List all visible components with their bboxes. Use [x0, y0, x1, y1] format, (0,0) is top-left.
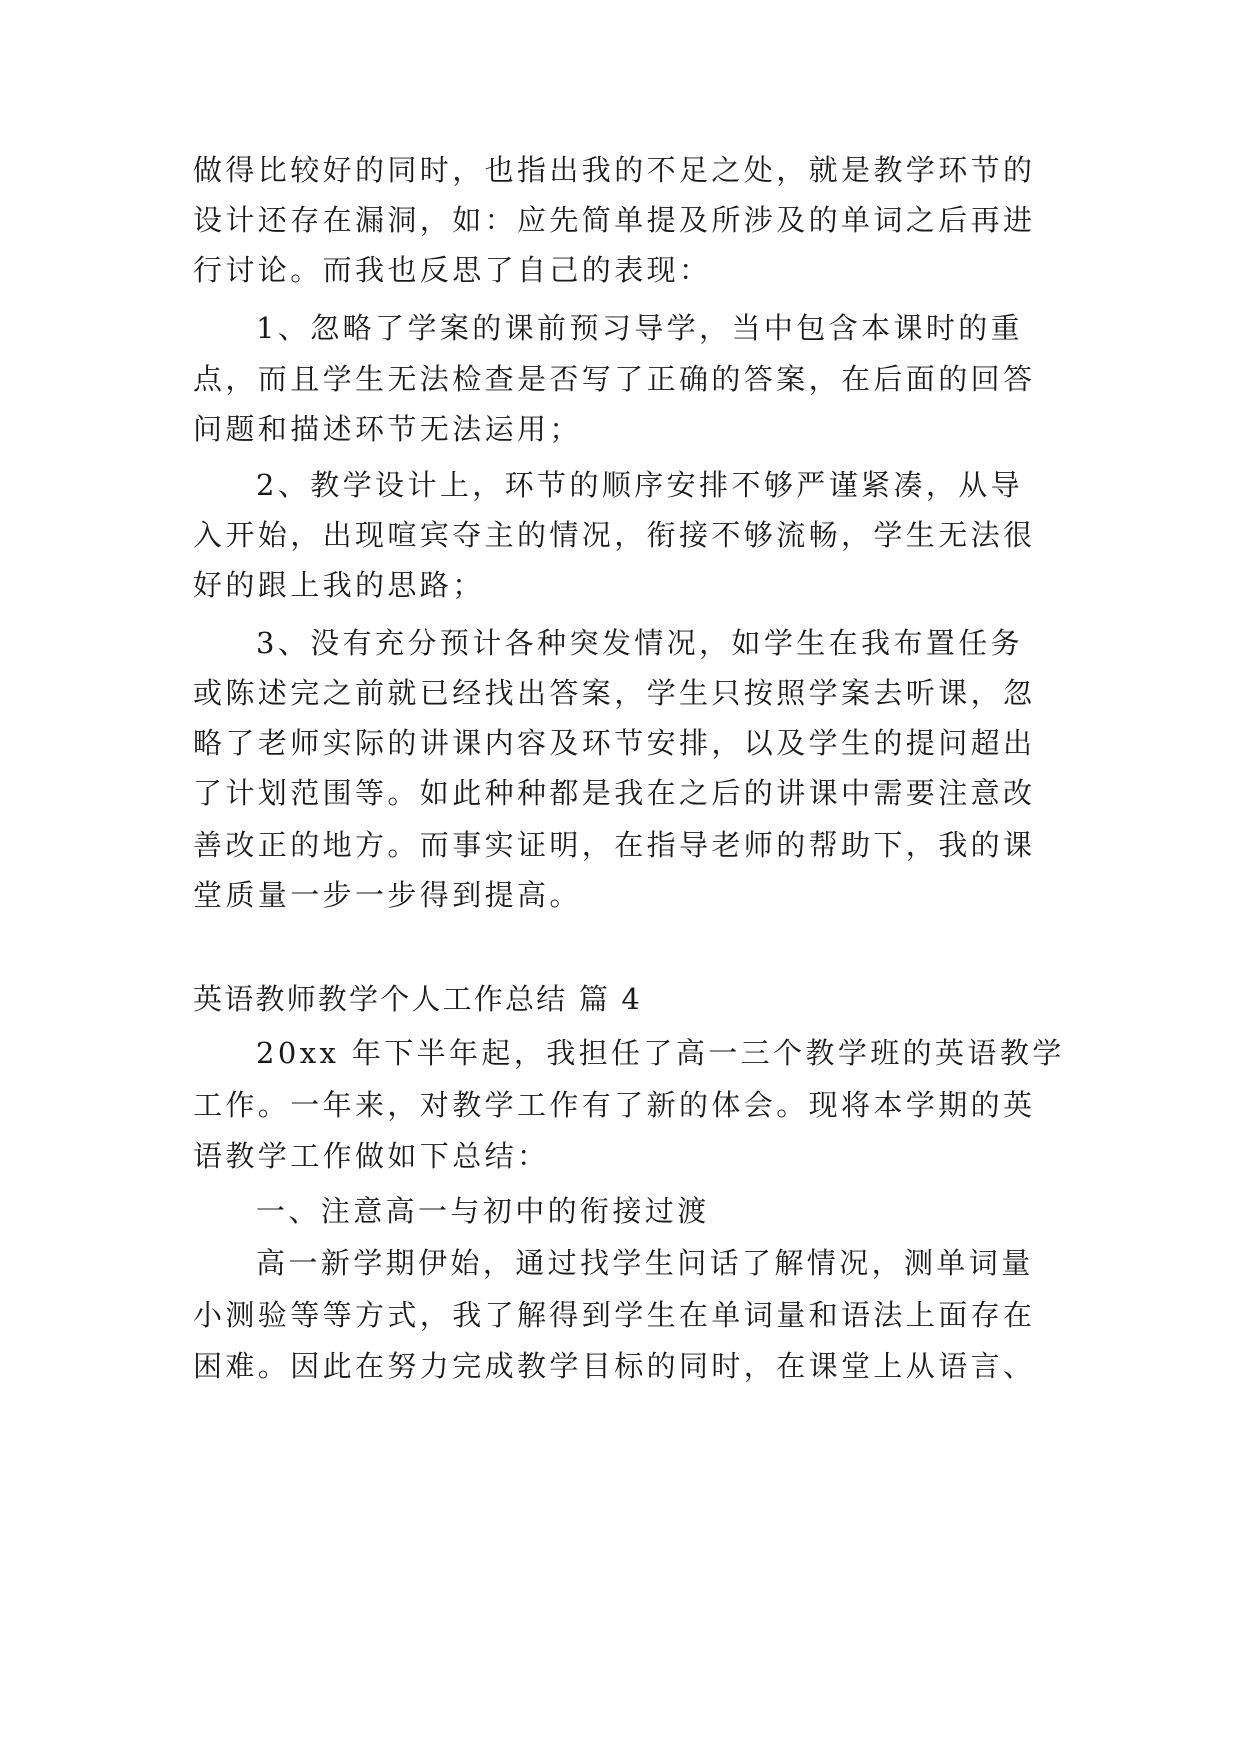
text-line: 做得比较好的同时，也指出我的不足之处，就是教学环节的 [193, 153, 1036, 187]
text-line: 入开始，出现喧宾夺主的情况，衔接不够流畅，学生无法很 [193, 518, 1036, 552]
text-line: 设计还存在漏洞，如：应先简单提及所涉及的单词之后再进 [193, 203, 1036, 237]
text-line: 1、忽略了学案的课前预习导学，当中包含本课时的重 [256, 311, 1024, 345]
text-line: 3、没有充分预计各种突发情况，如学生在我布置任务 [256, 626, 1024, 660]
text-line: 2、教学设计上，环节的顺序安排不够严谨紧凑，从导 [256, 468, 1024, 502]
text-line: 点，而且学生无法检查是否写了正确的答案，在后面的回答 [193, 362, 1036, 396]
text-line: 了计划范围等。如此种种都是我在之后的讲课中需要注意改 [193, 776, 1036, 810]
text-line: 或陈述完之前就已经找出答案，学生只按照学案去听课，忽 [193, 676, 1036, 710]
section-heading: 英语教师教学个人工作总结 篇 4 [193, 982, 643, 1016]
text-line: 小测验等等方式，我了解得到学生在单词量和语法上面存在 [193, 1298, 1036, 1332]
text-line: 行讨论。而我也反思了自己的表现： [193, 253, 712, 287]
text-line: 好的跟上我的思路； [193, 568, 485, 602]
text-line: 工作。一年来，对教学工作有了新的体会。现将本学期的英 [193, 1088, 1036, 1122]
text-line: 困难。因此在努力完成教学目标的同时，在课堂上从语言、 [193, 1349, 1036, 1383]
text-line: 问题和描述环节无法运用； [193, 412, 582, 446]
text-line: 语教学工作做如下总结： [193, 1139, 550, 1173]
subheading: 一、注意高一与初中的衔接过渡 [256, 1194, 710, 1228]
text-line: 堂质量一步一步得到提高。 [193, 878, 582, 912]
text-line: 略了老师实际的讲课内容及环节安排，以及学生的提问超出 [193, 726, 1036, 760]
text-line: 高一新学期伊始，通过找学生问话了解情况，测单词量 [256, 1246, 1034, 1280]
text-line: 善改正的地方。而事实证明，在指导老师的帮助下，我的课 [193, 828, 1036, 862]
text-line: 20xx 年下半年起，我担任了高一三个教学班的英语教学 [256, 1036, 1065, 1070]
